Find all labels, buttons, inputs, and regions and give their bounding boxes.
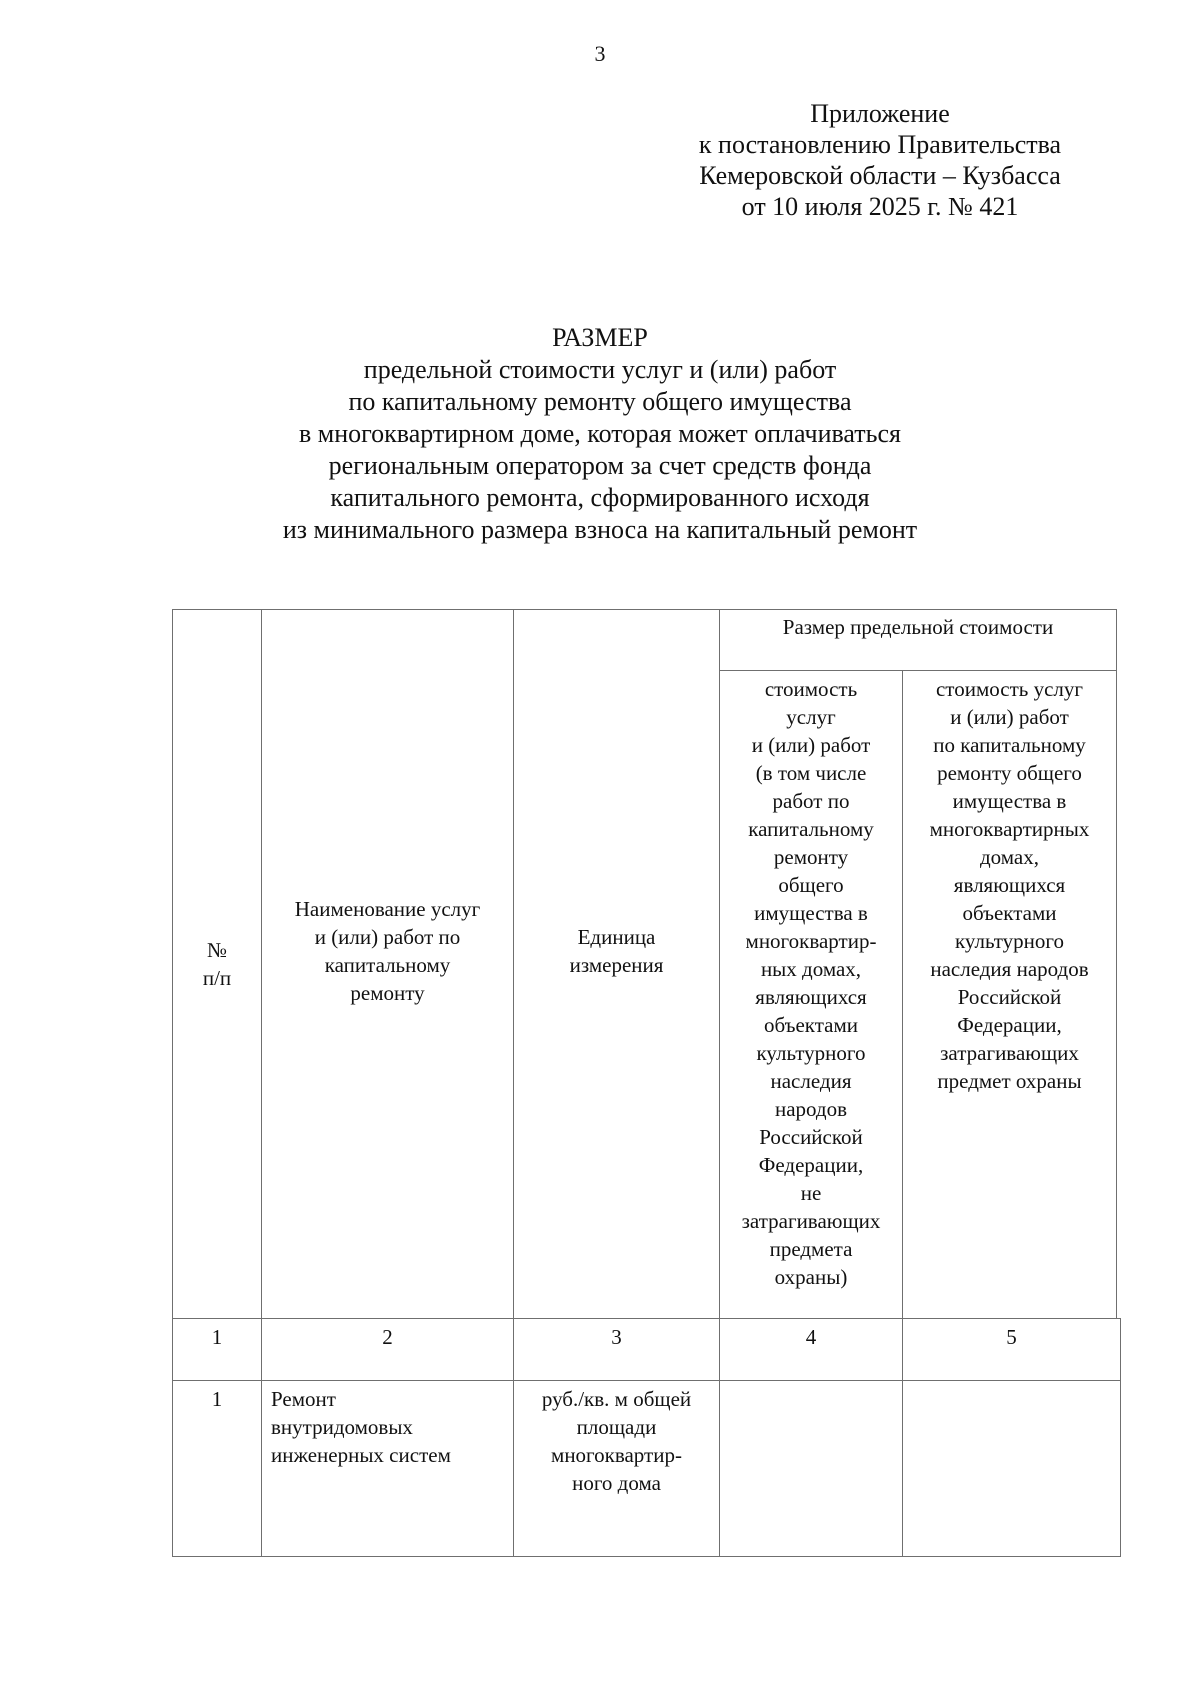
row-text-line: Ремонт	[271, 1387, 336, 1411]
row-unit-cell	[514, 1385, 719, 1497]
header-text-line: народов	[774, 1097, 848, 1121]
header-text-line: ремонту	[773, 845, 849, 869]
column-number-cell: 3	[611, 1325, 622, 1349]
header-cost-affecting-cell	[903, 675, 1116, 1095]
header-text-line: работ по	[772, 789, 850, 813]
header-text-line: многоквартир-	[745, 929, 877, 953]
header-text-line: объектами	[962, 901, 1057, 925]
header-text-line: услуг	[786, 705, 836, 729]
column-number-cell: 1	[211, 1325, 223, 1349]
header-text-line: и (или) работ по	[314, 925, 461, 949]
table-border-right-lower	[1120, 1318, 1121, 1557]
header-text-line: не	[800, 1181, 822, 1205]
header-text-line: и (или) работ	[950, 705, 1069, 729]
header-text-line: многоквартирных	[929, 817, 1090, 841]
header-text-line: п/п	[202, 966, 232, 990]
header-text-line: измерения	[569, 953, 664, 977]
header-text-line: охраны)	[774, 1265, 848, 1289]
header-text-line: Наименование услуг	[294, 897, 481, 921]
column-divider	[261, 609, 262, 1557]
header-text-line: ных домах,	[760, 957, 862, 981]
header-text-line: наследия	[770, 1069, 852, 1093]
header-text-line: №	[206, 938, 228, 962]
header-text-line: по капитальному	[933, 733, 1086, 757]
table-border-bottom	[172, 1556, 1120, 1557]
header-text-line: культурного	[955, 929, 1064, 953]
header-text-line: предмет охраны	[937, 1069, 1082, 1093]
header-text-line: являющихся	[755, 985, 867, 1009]
header-text-line: являющихся	[953, 873, 1066, 897]
header-cost-not-affecting-cell	[720, 675, 902, 1291]
header-text-line: предмета	[769, 1237, 853, 1261]
title-line: капитального ремонта, сформированного исходя	[330, 483, 870, 512]
column-numbers-bottom-rule	[172, 1380, 1120, 1381]
header-service-name-cell	[262, 895, 513, 1007]
header-text-line: объектами	[763, 1013, 859, 1037]
row-text-line: внутридомовых	[271, 1415, 413, 1439]
page-number: 3	[594, 41, 606, 66]
column-number-cell: 5	[1006, 1325, 1017, 1349]
appendix-line: от 10 июля 2025 г. № 421	[741, 192, 1019, 221]
header-text-line: ремонту общего	[937, 761, 1082, 785]
header-text-line: капитальному	[748, 817, 874, 841]
header-text-line: Федерации,	[957, 1013, 1062, 1037]
group-header-cell: Размер предельной стоимости	[782, 615, 1054, 639]
row-text-line: площади	[576, 1415, 657, 1439]
header-text-line: Единица	[577, 925, 656, 949]
appendix-line: Кемеровской области – Кузбасса	[699, 161, 1061, 190]
title-heading: РАЗМЕР	[552, 323, 648, 352]
header-text-line: имущества в	[952, 789, 1067, 813]
row-text-line: инженерных систем	[271, 1443, 451, 1467]
header-text-line: Российской	[957, 985, 1062, 1009]
header-text-line: домах,	[979, 845, 1039, 869]
header-text-line: культурного	[756, 1041, 866, 1065]
title-line: из минимального размера взноса на капитальный ремонт	[282, 515, 918, 544]
row-text-line: ного дома	[572, 1471, 661, 1495]
header-text-line: ремонту	[350, 981, 425, 1005]
header-text-line: Российской	[759, 1125, 863, 1149]
header-text-line: общего	[778, 873, 844, 897]
header-text-line: затрагивающих	[940, 1041, 1079, 1065]
appendix-line: Приложение	[810, 99, 950, 128]
column-number-cell: 2	[382, 1325, 393, 1349]
row-text-line: многоквартир-	[551, 1443, 682, 1467]
header-unit-cell	[514, 923, 719, 979]
title-line: в многоквартирном доме, которая может оплачиваться	[298, 419, 901, 448]
table-border-right-upper	[1116, 609, 1117, 1319]
title-line: по капитальному ремонту общего имущества	[348, 387, 852, 416]
header-number-cell	[173, 936, 261, 992]
header-text-line: и (или) работ	[751, 733, 871, 757]
header-text-line: затрагивающих	[741, 1209, 881, 1233]
header-text-line: наследия народов	[930, 957, 1089, 981]
header-bottom-rule	[172, 1318, 1120, 1319]
row-number-cell: 1	[211, 1387, 223, 1411]
header-text-line: стоимость услуг	[935, 677, 1083, 701]
table-border-top	[172, 609, 1116, 610]
table-border-left	[172, 609, 173, 1557]
title-line: региональным оператором за счет средств фонда	[328, 451, 872, 480]
header-text-line: Федерации,	[758, 1153, 864, 1177]
row-service-name-cell	[271, 1385, 511, 1469]
header-text-line: (в том числе	[755, 761, 867, 785]
appendix-line: к постановлению Правительства	[698, 130, 1062, 159]
header-text-line: капитальному	[324, 953, 451, 977]
header-text-line: имущества в	[754, 901, 868, 925]
title-line: предельной стоимости услуг и (или) работ	[363, 355, 837, 384]
column-number-cell: 4	[805, 1325, 817, 1349]
header-text-line: стоимость	[764, 677, 858, 701]
group-header-divider	[719, 670, 1116, 671]
row-text-line: руб./кв. м общей	[541, 1387, 692, 1411]
